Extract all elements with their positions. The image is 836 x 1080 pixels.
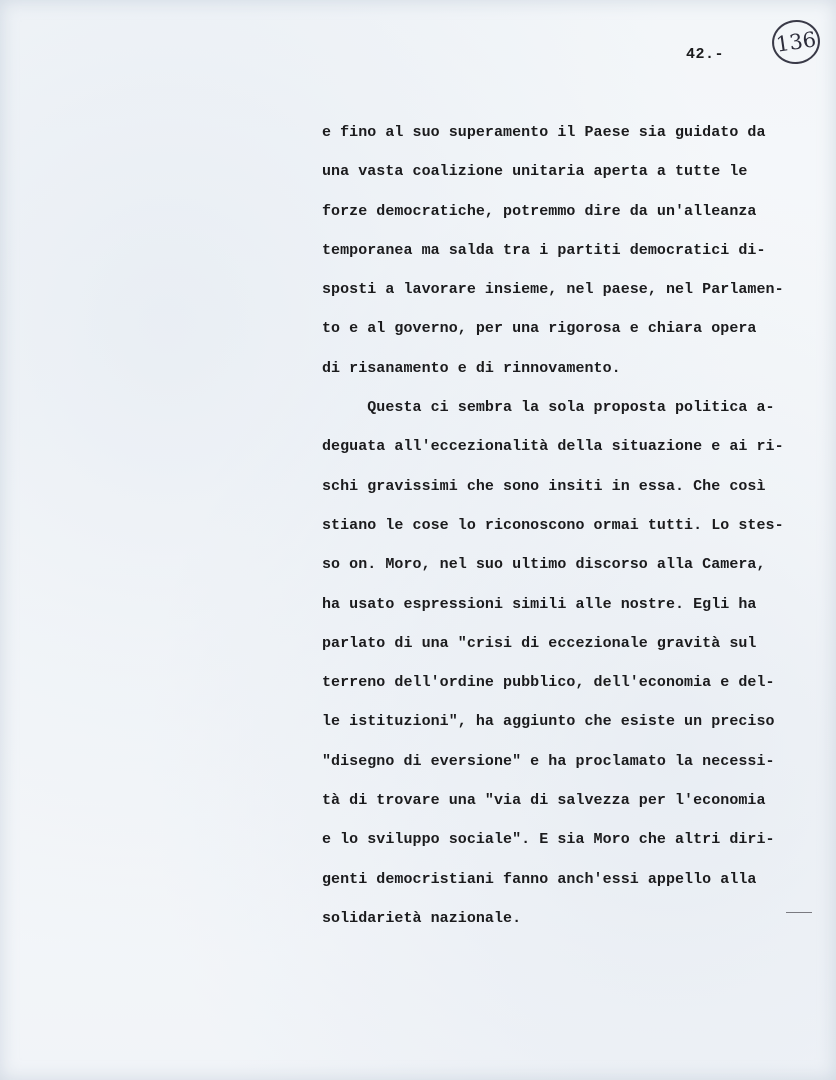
- text-line-16: le istituzioni", ha aggiunto che esiste un preciso: [322, 713, 775, 731]
- text-line-5: sposti a lavorare insieme, nel paese, nel Parlamen-: [322, 281, 784, 299]
- text-line-19: e lo sviluppo sociale". E sia Moro che altri diri-: [322, 831, 775, 849]
- text-line-20: genti democristiani fanno anch'essi appello alla: [322, 870, 757, 888]
- text-line-17: "disegno di eversione" e ha proclamato la necessi-: [322, 752, 775, 770]
- text-line-7: di risanamento e di rinnovamento.: [322, 359, 621, 377]
- text-line-9: deguata all'eccezionalità della situazione e ai ri-: [322, 438, 784, 456]
- text-line-21: solidarietà nazionale.: [322, 909, 522, 927]
- archive-stamp: 136: [769, 17, 823, 67]
- page-number: 42.-: [686, 46, 725, 63]
- margin-dash: [786, 912, 812, 913]
- text-line-15: terreno dell'ordine pubblico, dell'economia e del-: [322, 674, 775, 692]
- text-line-8: Questa ci sembra la sola proposta politica a-: [322, 399, 775, 417]
- text-line-6: to e al governo, per una rigorosa e chiara opera: [322, 320, 757, 338]
- text-line-13: ha usato espressioni simili alle nostre. Egli ha: [322, 595, 757, 613]
- text-line-11: stiano le cose lo riconoscono ormai tutti. Lo stes-: [322, 516, 784, 534]
- text-line-4: temporanea ma salda tra i partiti democratici di-: [322, 241, 766, 259]
- text-line-2: una vasta coalizione unitaria aperta a tutte le: [322, 163, 748, 181]
- typed-text-block: [322, 122, 812, 947]
- text-line-3: forze democratiche, potremmo dire da un'alleanza: [322, 202, 757, 220]
- text-line-18: tà di trovare una "via di salvezza per l'economia: [322, 792, 766, 810]
- text-line-1: e fino al suo superamento il Paese sia guidato da: [322, 124, 766, 141]
- text-line-14: parlato di una "crisi di eccezionale gravità sul: [322, 634, 757, 652]
- text-line-10: schi gravissimi che sono insiti in essa. Che così: [322, 477, 766, 495]
- text-line-12: so on. Moro, nel suo ultimo discorso alla Camera,: [322, 556, 766, 574]
